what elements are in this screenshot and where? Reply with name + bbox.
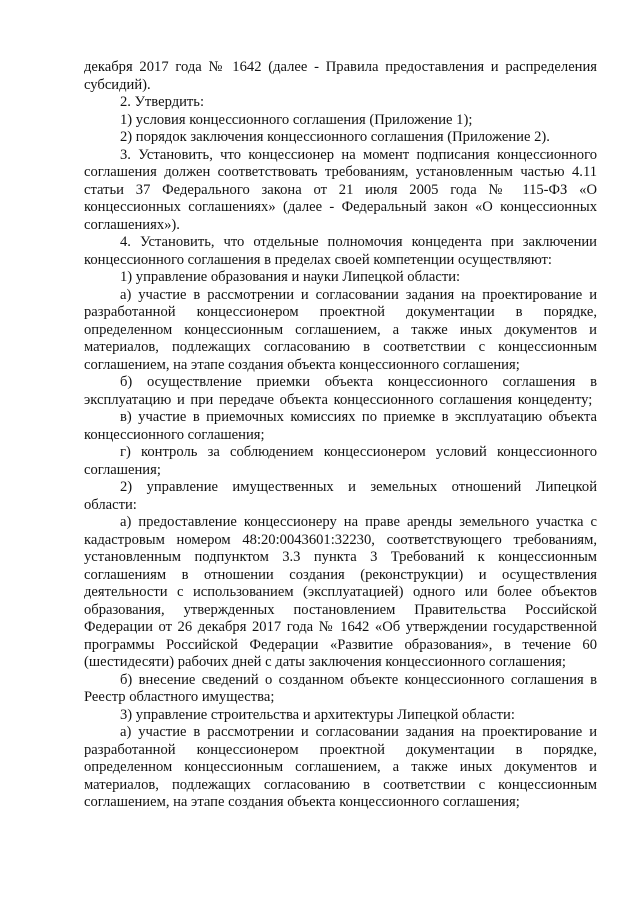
paragraph-item-4-1-a: а) участие в рассмотрении и согласовании задания на проектирование и разработанной концессионером проектной документации в порядке, определенном концессионным соглашением, а также иных документов и материалов, подлежащих согласованию в соответствии с концессионным соглашением, на этапе создания объекта концессионного соглашения;: [84, 286, 597, 373]
paragraph-item-4-1: 1) управление образования и науки Липецкой области:: [120, 269, 461, 285]
paragraph-item-4-1-g: г) контроль за соблюдением концессионером условий концессионного соглашения;: [84, 444, 597, 478]
paragraph-item-4-2: 2) управление имущественных и земельных отношений Липецкой области:: [84, 479, 597, 513]
paragraph-item-2: 2. Утвердить:: [120, 94, 205, 110]
paragraph-item-4-1-v: в) участие в приемочных комиссиях по приемке в эксплуатацию объекта концессионного соглашения;: [84, 409, 597, 443]
paragraph-continuation: декабря 2017 года № 1642 (далее - Правила предоставления и распределения субсидий).: [84, 59, 597, 93]
paragraph-item-4: 4. Установить, что отдельные полномочия концедента при заключении концессионного соглашения в пределах своей компетенции осуществляют:: [84, 234, 597, 268]
paragraph-item-4-1-b: б) осуществление приемки объекта концессионного соглашения в эксплуатацию и при передаче объекта концессионного соглашения концеденту;: [84, 374, 597, 408]
paragraph-item-4-2-a: а) предоставление концессионеру на праве аренды земельного участка с кадастровым номером 48:20:0043601:32230, соответствующего требованиям, установленным подпунктом 3.3 пункта 3 Требований к концессионным соглашениям в отношении создания (реконструкции) и осуществления деятельности с использованием (эксплуатацией) одного или более объектов образования, утвержденных постановлением Правительства Российской Федерации от 26 декабря 2017 года № 1642 «Об утверждении государственной программы Российской Федерации «Развитие образования», в течение 60 (шестидесяти) рабочих дней с даты заключения концессионного соглашения;: [84, 514, 597, 670]
paragraph-item-4-2-b: б) внесение сведений о созданном объекте концессионного соглашения в Реестр областного имущества;: [84, 671, 597, 705]
paragraph-item-3: 3. Установить, что концессионер на момент подписания концессионного соглашения должен соответствовать требованиям, установленным частью 4.11 статьи 37 Федерального закона от 21 июля 2005 года № 115-ФЗ «О концессионных соглашениях» (далее - Федеральный закон «О концессионных соглашениях»).: [84, 146, 597, 233]
document-page: [84, 59, 597, 812]
paragraph-item-2-2: 2) порядок заключения концессионного соглашения (Приложение 2).: [120, 129, 550, 145]
paragraph-item-2-1: 1) условия концессионного соглашения (Приложение 1);: [120, 111, 473, 128]
paragraph-item-4-3-a: а) участие в рассмотрении и согласовании задания на проектирование и разработанной концессионером проектной документации в порядке, определенном концессионным соглашением, а также иных документов и материалов, подлежащих согласованию в соответствии с концессионным соглашением, на этапе создания объекта концессионного соглашения;: [84, 724, 597, 810]
paragraph-item-4-3: 3) управление строительства и архитектуры Липецкой области:: [120, 706, 515, 723]
